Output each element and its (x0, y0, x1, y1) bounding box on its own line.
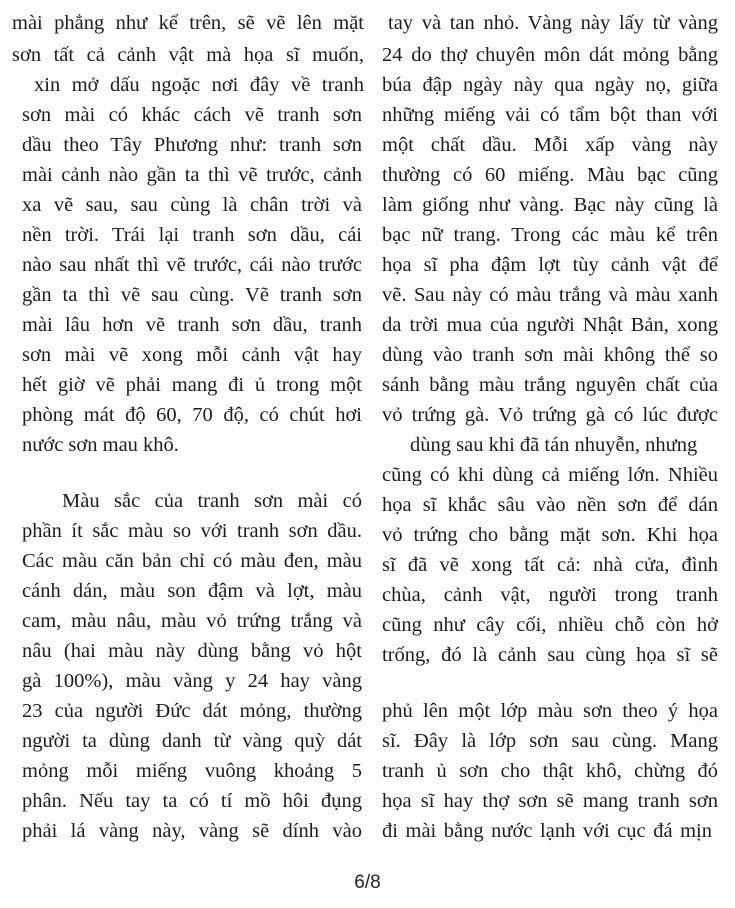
text-line: phân. Nếu tay ta có tí mồ hôi đụng (22, 790, 362, 812)
text-line: 23 của người Đức dát mỏng, thường (22, 700, 362, 722)
text-line: cũng như cây cối, nhiều chỗ còn hở (382, 614, 718, 636)
text-line: cũng có khi dùng cả miếng lớn. Nhiều (382, 464, 718, 486)
text-line: dùng sau khi đã tán nhuyễn, nhưng (410, 434, 698, 456)
text-line: tay và tan nhỏ. Vàng này lấy từ vàng (388, 12, 718, 34)
text-line: phần ít sắc màu so với tranh sơn dầu. (22, 520, 362, 542)
text-line: một chất dầu. Mỗi xấp vàng này (382, 134, 718, 156)
text-line: sĩ. Đây là lớp sơn sau cùng. Mang (382, 730, 718, 752)
text-line: mài cảnh nào gần ta thì vẽ trước, cảnh (22, 164, 362, 186)
text-line: nào sau nhất thì vẽ trước, cái nào trước (22, 254, 362, 276)
text-line: cánh dán, màu son đậm và lợt, màu (22, 580, 362, 602)
text-line: đi mài bằng nước lạnh với cục đá mịn (382, 820, 712, 842)
text-line: mỏng mỗi miếng vuông khoảng 5 (22, 760, 362, 782)
text-line: dùng vào tranh sơn mài không thể so (382, 344, 718, 366)
text-line: vỏ trứng gà. Vỏ trứng gà có lúc được (382, 404, 718, 426)
text-line: sánh bằng màu trắng nguyên chất của (382, 374, 718, 396)
text-line: sơn tất cả cảnh vật mà họa sĩ muốn, (12, 44, 364, 66)
text-line: 24 do thợ chuyên môn dát mỏng bằng (382, 44, 718, 66)
text-line: sơn mài có khác cách vẽ tranh sơn (22, 104, 362, 126)
text-line: hết giờ vẽ phải mang đi ủ trong một (22, 374, 362, 396)
text-line: dầu theo Tây Phương như: tranh sơn (22, 134, 362, 156)
text-line: gần ta thì vẽ sau cùng. Vẽ tranh sơn (22, 284, 362, 306)
text-line: cam, màu nâu, màu vỏ trứng trắng và (22, 610, 362, 632)
text-line: nước sơn mau khô. (22, 434, 179, 456)
text-line: nâu (hai màu này dùng bằng vỏ hột (22, 640, 362, 662)
text-line: sơn mài vẽ xong mỗi cảnh vật hay (22, 344, 362, 366)
text-line: họa sĩ khắc sâu vào nền sơn để dán (382, 494, 718, 516)
text-line: làm giống như vàng. Bạc này cũng là (382, 194, 718, 216)
text-line: vỏ trứng cho bằng mặt sơn. Khi họa (382, 524, 718, 546)
text-line: tranh ủ sơn cho thật khô, chừng đó (382, 760, 718, 782)
text-line: da trời mua của người Nhật Bản, xong (382, 314, 718, 336)
text-line: bạc nữ trang. Trong các màu kể trên (382, 224, 718, 246)
text-line: mài phẳng như kể trên, sẽ vẽ lên mặt (12, 12, 364, 34)
text-line: họa sĩ hay thợ sơn sẽ mang tranh sơn (382, 790, 718, 812)
text-line: búa đập ngày này qua ngày nọ, giữa (382, 74, 718, 96)
text-line: phủ lên một lớp màu sơn theo ý họa (382, 700, 718, 722)
text-line: sĩ đã vẽ xong tất cả: nhà cửa, đình (382, 554, 718, 576)
text-line: nền trời. Trái lại tranh sơn dầu, cái (22, 224, 362, 246)
text-line: người ta dùng danh từ vàng quỳ dát (22, 730, 362, 752)
text-line: Màu sắc của tranh sơn mài có (62, 490, 362, 512)
text-line: họa sĩ pha đậm lợt tùy cảnh vật để (382, 254, 718, 276)
text-line: phải lá vàng này, vàng sẽ dính vào (22, 820, 362, 842)
page-number: 6/8 (354, 872, 381, 893)
text-line: xin mở dấu ngoặc nơi đây về tranh (34, 74, 364, 96)
text-line: những miếng vải có tẩm bột than với (382, 104, 718, 126)
text-line: gà 100%), màu vàng y 24 hay vàng (22, 670, 362, 692)
text-line: xa vẽ sau, sau cùng là chân trời và (22, 194, 362, 216)
text-line: mài lâu hơn vẽ tranh sơn dầu, tranh (22, 314, 362, 336)
text-line: Các màu căn bản chỉ có màu đen, màu (22, 550, 362, 572)
text-line: chùa, cảnh vật, người trong tranh (382, 584, 718, 606)
text-line: phòng mát độ 60, 70 độ, có chút hơi (22, 404, 362, 426)
text-line: thường có 60 miếng. Màu bạc cũng (382, 164, 718, 186)
text-line: vẽ. Sau này có màu trắng và màu xanh (382, 284, 718, 306)
text-line: trống, đó là cảnh sau cùng họa sĩ sẽ (382, 644, 718, 666)
